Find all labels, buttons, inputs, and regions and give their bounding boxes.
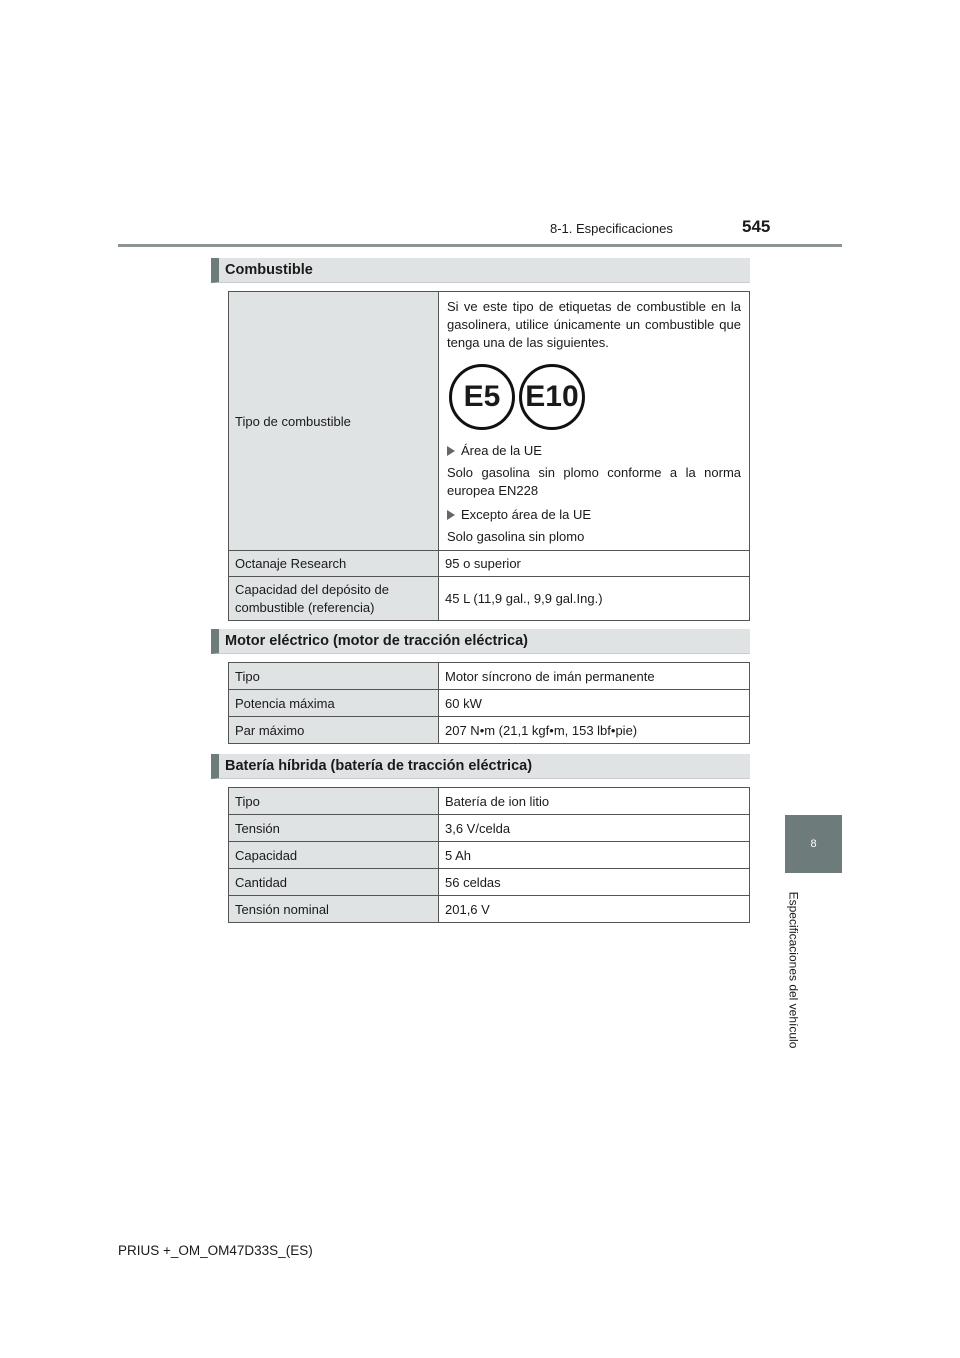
row-label: Tensión (229, 815, 439, 842)
row-label: Tipo (229, 788, 439, 815)
bullet-eu: Área de la UE (447, 442, 741, 460)
row-value: 45 L (11,9 gal., 9,9 gal.Ing.) (439, 577, 750, 621)
row-label: Tipo (229, 663, 439, 690)
row-label: Tensión nominal (229, 896, 439, 923)
table-row (229, 815, 750, 842)
section-title-fuel: Combustible (225, 262, 313, 278)
row-label: Par máximo (229, 717, 439, 744)
fuel-intro: Si ve este tipo de etiquetas de combustible en la gasolinera, utilice únicamente un combustible que tenga una de las siguientes. (447, 299, 741, 350)
table-row (229, 896, 750, 923)
fuel-labels (449, 364, 741, 430)
triangle-bullet-icon (447, 510, 455, 520)
row-value: 207 N•m (21,1 kgf•m, 153 lbf•pie) (439, 717, 750, 744)
non-eu-text: Solo gasolina sin plomo (447, 529, 585, 544)
fuel-label-e10-icon: E10 (519, 364, 585, 430)
row-label: Octanaje Research (229, 551, 439, 577)
fuel-type-value (439, 292, 750, 551)
bullet-non-eu: Excepto área de la UE (447, 506, 741, 524)
row-value: 201,6 V (439, 896, 750, 923)
row-label: Cantidad (229, 869, 439, 896)
section-title-motor: Motor eléctrico (motor de tracción eléctrica) (225, 633, 528, 649)
table-row (229, 292, 750, 551)
row-value: 60 kW (439, 690, 750, 717)
table-row (229, 663, 750, 690)
row-label: Capacidad del depósito de combustible (referencia) (229, 577, 439, 621)
table-row (229, 551, 750, 577)
table-row (229, 842, 750, 869)
header-divider (118, 244, 842, 247)
row-value: Motor síncrono de imán permanente (439, 663, 750, 690)
table-row (229, 690, 750, 717)
section-header-fuel (211, 258, 750, 283)
chapter-number: 8 (810, 838, 817, 850)
chapter-label: Especificaciones del vehículo (786, 891, 801, 1049)
table-row (229, 869, 750, 896)
row-value: 56 celdas (439, 869, 750, 896)
fuel-table (228, 291, 750, 621)
row-value: 95 o superior (439, 551, 750, 577)
section-header-motor (211, 629, 750, 654)
section-title: 8-1. Especificaciones (550, 221, 673, 236)
row-value: Batería de ion litio (439, 788, 750, 815)
triangle-bullet-icon (447, 446, 455, 456)
motor-table (228, 662, 750, 744)
row-label: Potencia máxima (229, 690, 439, 717)
section-header-battery (211, 754, 750, 779)
battery-table (228, 787, 750, 923)
document-id: PRIUS +_OM_OM47D33S_(ES) (118, 1243, 313, 1258)
table-row (229, 717, 750, 744)
page-number: 545 (742, 217, 771, 236)
table-row (229, 788, 750, 815)
row-value: 3,6 V/celda (439, 815, 750, 842)
eu-text: Solo gasolina sin plomo conforme a la norma europea EN228 (447, 465, 741, 498)
fuel-type-label: Tipo de combustible (229, 292, 439, 551)
table-row (229, 577, 750, 621)
fuel-label-e5-icon: E5 (449, 364, 515, 430)
row-value: 5 Ah (439, 842, 750, 869)
chapter-tab[interactable] (785, 815, 842, 873)
section-title-battery: Batería híbrida (batería de tracción eléctrica) (225, 758, 533, 774)
row-label: Capacidad (229, 842, 439, 869)
